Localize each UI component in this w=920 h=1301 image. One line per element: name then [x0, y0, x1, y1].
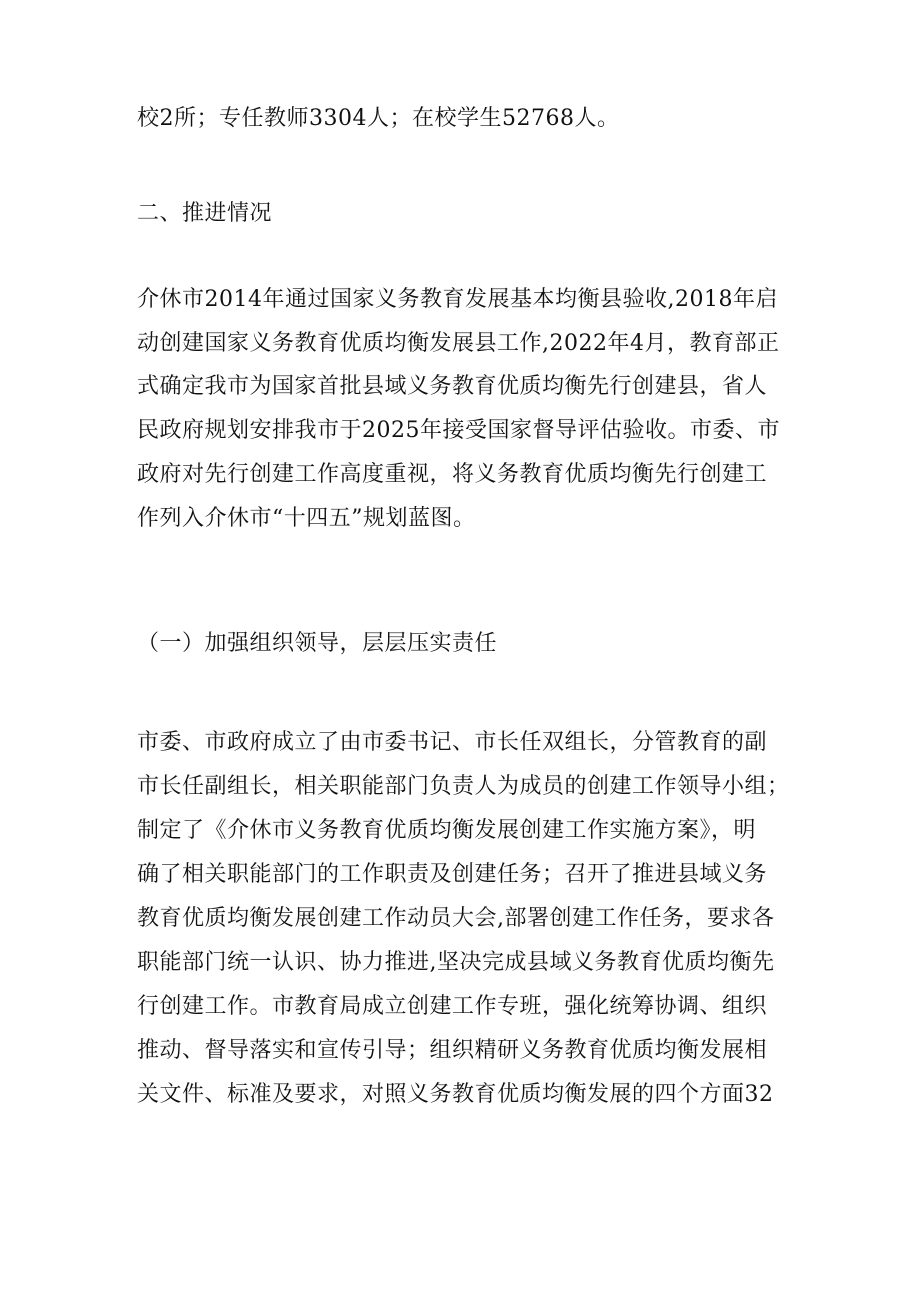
paragraph-2-line-9: 关文件、标准及要求，对照义务教育优质均衡发展的四个方面32: [137, 1082, 774, 1107]
paragraph-2-line-2: 市长任副组长，相关职能部门负责人为成员的创建工作领导小组；: [137, 774, 790, 799]
paragraph-1-line-4: 民政府规划安排我市于2025年接受国家督导评估验收。市委、市: [137, 418, 780, 443]
paragraph-2-line-6: 职能部门统一认识、协力推进,坚决完成县域义务教育优质均衡先: [137, 950, 775, 975]
paragraph-1-line-6: 作列入介休市“十四五”规划蓝图。: [137, 506, 476, 531]
paragraph-2-line-1: 市委、市政府成立了由市委书记、市长任双组长，分管教育的副: [137, 730, 768, 755]
paragraph-2-line-3: 制定了《介休市义务教育优质均衡发展创建工作实施方案》，明: [137, 818, 757, 843]
paragraph-1-line-3: 式确定我市为国家首批县域义务教育优质均衡先行创建县，省人: [137, 374, 768, 399]
section-heading: 二、推进情况: [137, 201, 273, 226]
subsection-heading: （一）加强组织领导，层层压实责任: [137, 631, 498, 656]
paragraph-2-line-7: 行创建工作。市教育局成立创建工作专班，强化统筹协调、组织: [137, 994, 768, 1019]
paragraph-2-line-4: 确了相关职能部门的工作职责及创建任务；召开了推进县域义务: [137, 862, 768, 887]
paragraph-1-line-2: 动创建国家义务教育优质均衡发展县工作,2022年4月，教育部正: [137, 331, 780, 356]
paragraph-2-line-5: 教育优质均衡发展创建工作动员大会,部署创建工作任务，要求各: [137, 906, 775, 931]
intro-tail-line: 校2所；专任教师3304人；在校学生52768人。: [137, 106, 620, 131]
paragraph-1-line-5: 政府对先行创建工作高度重视，将义务教育优质均衡先行创建工: [137, 462, 768, 487]
paragraph-1-line-1: 介休市2014年通过国家义务教育发展基本均衡县验收,2018年启: [137, 287, 778, 312]
paragraph-2-line-8: 推动、督导落实和宣传引导；组织精研义务教育优质均衡发展相: [137, 1038, 768, 1063]
